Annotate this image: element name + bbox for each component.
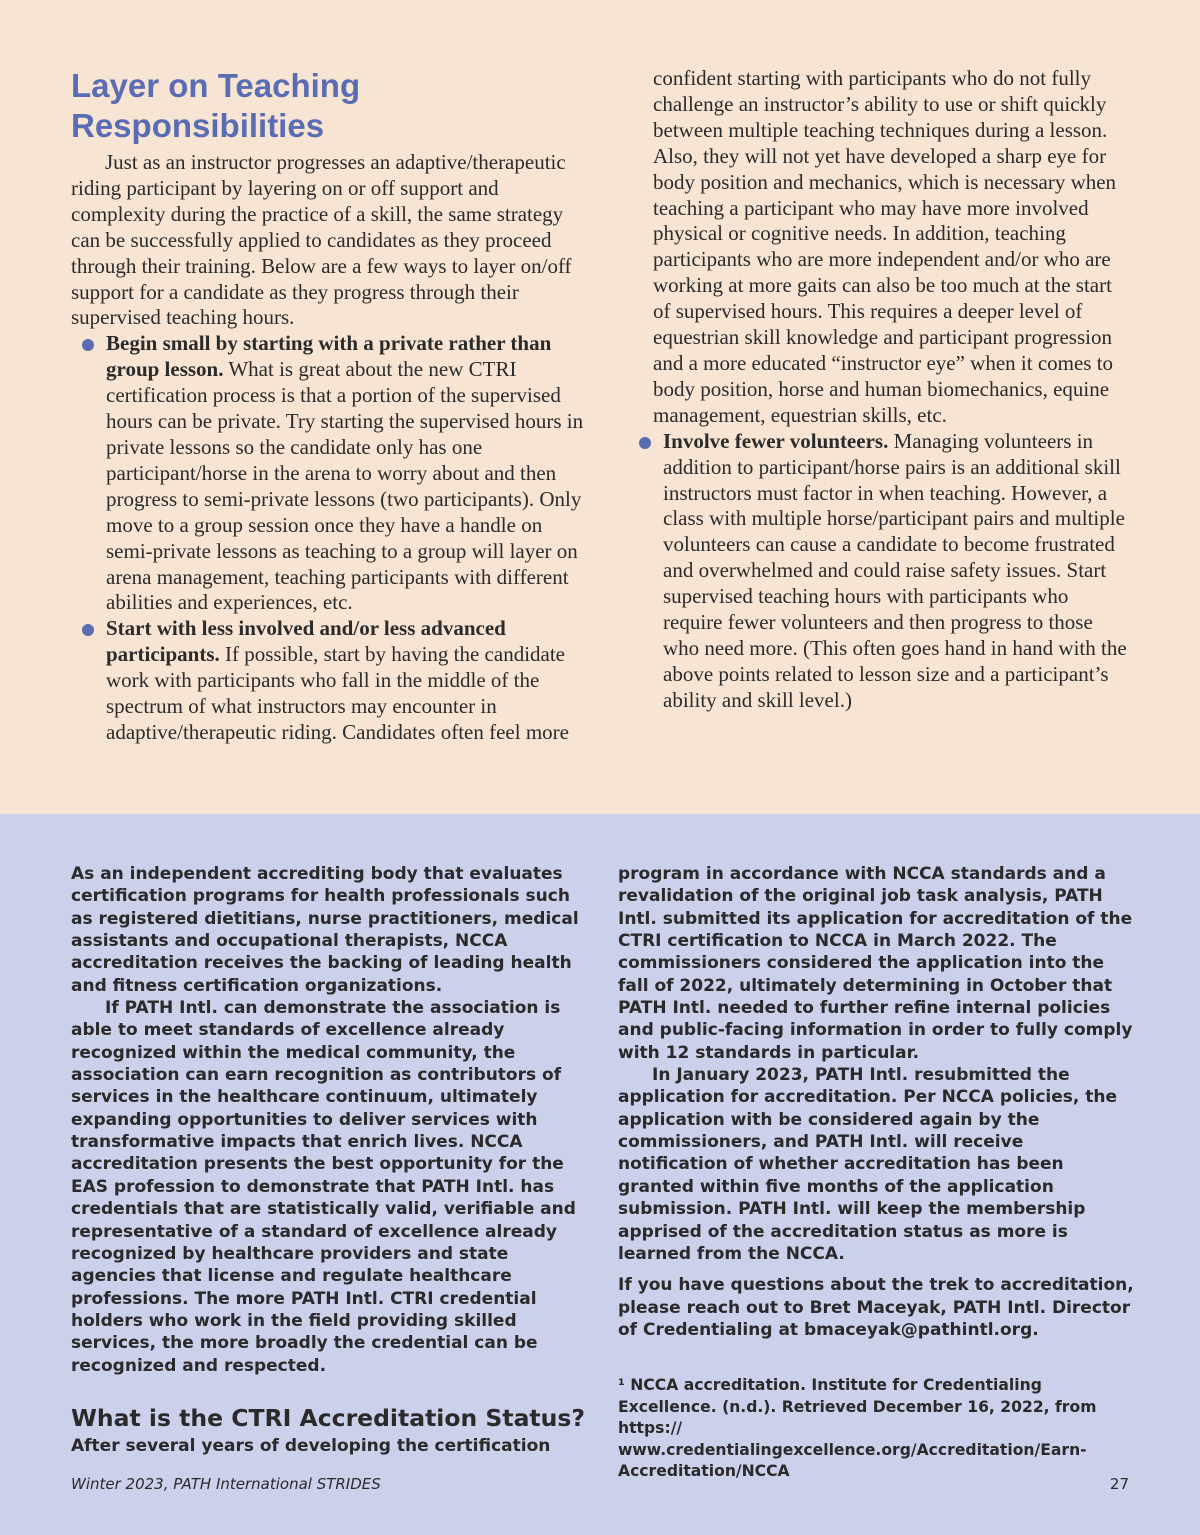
body-paragraph: After several years of developing the certification [71,1435,551,1456]
bullet-list [628,429,1133,714]
subheading: What is the CTRI Accreditation Status? [71,1403,586,1432]
body-paragraph: If PATH Intl. can demonstrate the association is able to meet standards of excellence already recognized within the medical community, the association can earn recognition as contributors of services in the healthcare continuum, ultimately expanding opportunities to deliver services with transformative impacts that enrich lives. NCCA accreditation presents the best opportunity for the EAS profession to demonstrate that PATH Intl. has credentials that are statistically valid, verifiable and representative of a standard of excellence already recognized by healthcare providers and state agencies that license and regulate healthcare professions. The more PATH Intl. CTRI credential holders who work in the field providing skilled services, the more broadly the credential can be recognized and respected. [71,998,576,1376]
footnote: ¹ NCCA accreditation. Institute for Credentialing Excellence. (n.d.). Retrieved December 16, 2022, from https:// www.credentialingexcellence.org/Accreditation/Earn-Accreditation/NCCA [618,1376,1097,1481]
bottom-left-column [71,863,591,1457]
page-number: 27 [1109,1475,1129,1493]
body-paragraph: program in accordance with NCCA standards and a revalidation of the original job task analysis, PATH Intl. submitted its application for accreditation of the CTRI certification to NCCA in March 2022. The commissioners considered the application into the fall of 2022, ultimately determining in October that PATH Intl. needed to further refine internal policies and public-facing information in order to fully comply with 12 standards in particular. [618,864,1133,1063]
intro-paragraph: Just as an instructor progresses an adaptive/therapeutic riding participant by layering on or off support and complexity during the practice of a skill, the same strategy can be successfully applied to candidates as they proceed through their training. Below are a few ways to layer on/off support for a candidate as they progress through their supervised teaching hours. [71,150,572,330]
bullet-lead: Involve fewer volunteers. [663,428,889,453]
body-paragraph: In January 2023, PATH Intl. resubmitted the application for accreditation. Per NCCA policies, the application with be considered again by the commissioners, and PATH Intl. will receive notification of whether accreditation has been granted within five months of the application submission. PATH Intl. will keep the membership apprised of the accreditation status as more is learned from the NCCA. [618,1065,1118,1264]
top-left-column [71,66,586,746]
bullet-text: What is great about the new CTRI certification process is that a portion of the supervised hours can be private. Try starting the supervised hours in private lessons so the candidate only has one participant/horse in the arena to worry about and then progress to semi-private lessons (two participants). Only move to a group session once they have a handle on semi-private lessons as teaching to a group will layer on arena management, teaching participants with different abilities and experiences, etc. [106,357,584,615]
bullet-dot-icon [82,624,94,636]
bullet-item [71,331,586,616]
contact-paragraph: If you have questions about the trek to accreditation, please reach out to Bret Maceyak, PATH Intl. Director of Credentialing at bmaceyak@pathintl.org. [618,1275,1134,1340]
publication-footer: Winter 2023, PATH International STRIDES [71,1475,381,1493]
top-right-column [628,66,1133,714]
bullet-lead: Begin small by starting with a private rather than group lesson. [106,331,552,382]
bullet-lead: Start with less involved and/or less advanced participants. [106,616,506,667]
bottom-right-column [618,863,1138,1483]
bullet-text: If possible, start by having the candidate work with participants who fall in the middle of the spectrum of what instructors may encounter in adaptive/therapeutic riding. Candidates often feel more [106,642,569,744]
section-heading: Layer on Teaching Responsibilities [71,67,361,144]
bullet-dot-icon [82,339,94,351]
bullet-continuation: confident starting with participants who do not fully challenge an instructor’s ability to use or shift quickly between multiple teaching techniques during a lesson. Also, they will not yet have developed a sharp eye for body position and mechanics, which is necessary when teaching a participant who may have more involved physical or cognitive needs. In addition, teaching participants who are more independent and/or who are working at more gaits can also be too much at the start of supervised hours. This requires a deeper level of equestrian skill knowledge and participant progression and a more educated “instructor eye” when it comes to body position, horse and human biomechanics, equine management, equestrian skills, etc. [653,66,1117,427]
bullet-text: Managing volunteers in addition to participant/horse pairs is an additional skill instructors must factor in when teaching. However, a class with multiple horse/participant pairs and multiple volunteers can cause a candidate to become frustrated and overwhelmed and could raise safety issues. Start supervised teaching hours with participants who require fewer volunteers and then progress to those who need more. (This often goes hand in hand with the above points related to lesson size and a participant’s ability and skill level.) [663,428,1127,712]
bullet-item [71,616,586,746]
body-paragraph: As an independent accrediting body that evaluates certification programs for health professionals such as registered dietitians, nurse practitioners, medical assistants and occupational therapists, NCCA accreditation receives the backing of leading health and fitness certification organizations. [71,864,579,996]
bullet-dot-icon [639,437,651,449]
bullet-item [628,429,1133,714]
bullet-list [71,331,586,746]
